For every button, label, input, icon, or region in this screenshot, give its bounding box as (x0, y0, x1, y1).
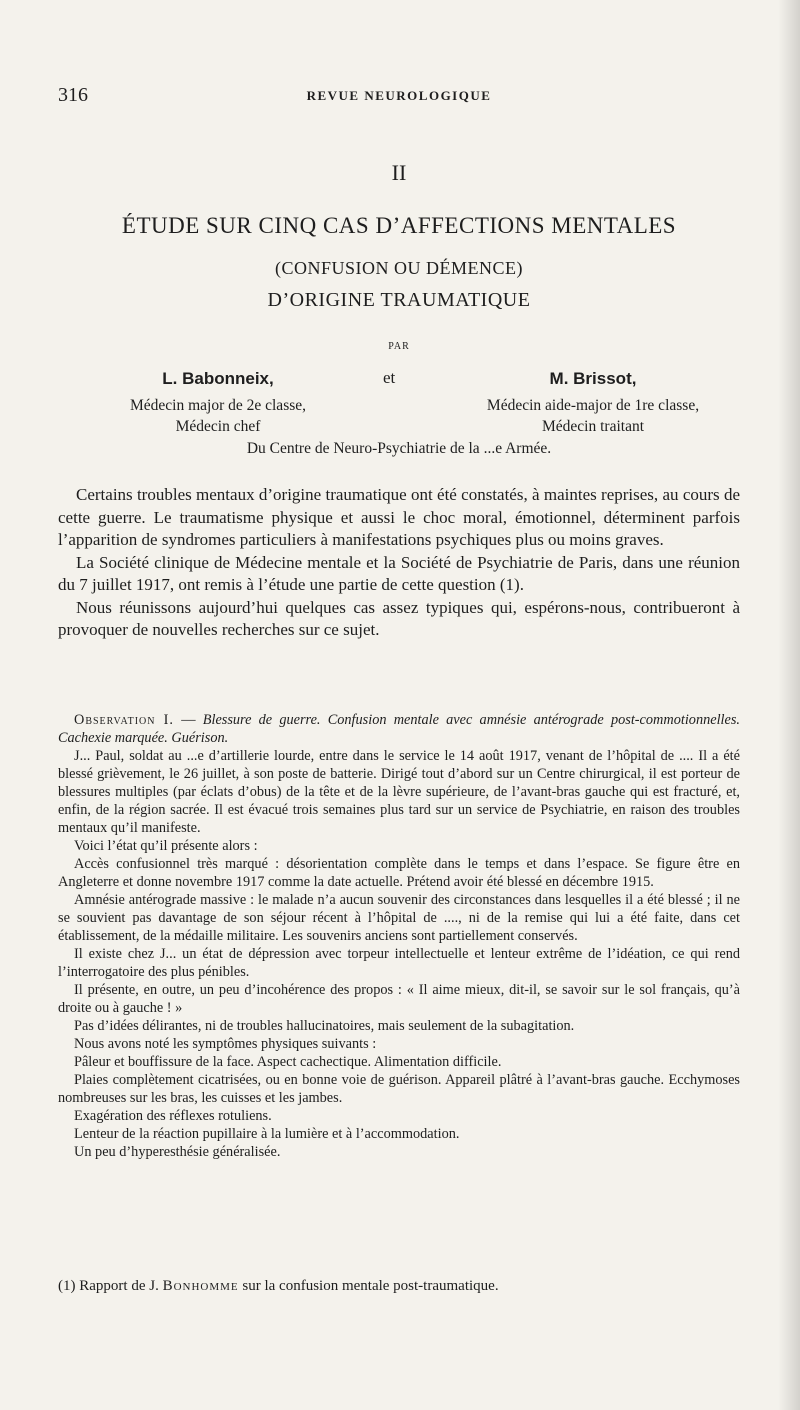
author-2-name: M. Brissot, (549, 369, 637, 388)
observation-label: Observation I. (74, 712, 175, 728)
page-edge-shadow (778, 0, 800, 1410)
authors (58, 368, 740, 438)
observation-paragraph: Lenteur de la réaction pupillaire à la lumière et à l’accommodation. (74, 1126, 460, 1142)
footnote-marker: (1) (58, 1278, 76, 1294)
page-header (58, 84, 740, 108)
observation-heading (58, 711, 740, 747)
observation-paragraph: Pas d’idées délirantes, ni de troubles hallucinatoires, mais seulement de la subagitation. (74, 1018, 575, 1034)
footnote-text-after: sur la confusion mentale post-traumatique. (238, 1278, 499, 1294)
author-1-role: Médecin chef (175, 418, 261, 435)
observation-paragraph: Un peu d’hyperesthésie généralisée. (74, 1144, 281, 1160)
author-2 (443, 368, 743, 437)
intro-paragraph: Certains troubles mentaux d’origine traumatique ont été constatés, à maintes reprises, au cours de cette guerre. Le traumatisme physique et aussi le choc moral, émotionnel, déterminent parfois l’apparition de syndromes particuliers à manifestations psychiques plus ou moins graves. (58, 485, 740, 549)
page-number: 316 (58, 84, 88, 106)
observation-paragraph: J... Paul, soldat au ...e d’artillerie lourde, entre dans le service le 14 août 1917, venant de l’hôpital de .... Il a été blessé grièvement, le 26 juillet, à son poste de batterie. Dirigé tout d’abord sur un Centre chirurgical, il est porteur de blessures multiples (par éclats d’obus) de la tête et de la lèvre supérieure, de l’avant-bras gauche qui est fracturé, et, enfin, de la région sacrée. Il est évacué trois semaines plus tard sur un service de Psychiatrie, en raison des troubles mentaux qu’il manifeste. (58, 748, 740, 836)
running-head: REVUE NEUROLOGIQUE (306, 88, 492, 103)
author-1 (98, 368, 338, 437)
article-title-origin: D’ORIGINE TRAUMATIQUE (267, 289, 531, 311)
footnote-text-before: Rapport de J. (75, 1278, 163, 1294)
author-2-rank: Médecin aide-major de 1re classe, (486, 397, 700, 414)
article-subtitle: (CONFUSION OU DÉMENCE) (275, 258, 523, 278)
observation-title: Blessure de guerre. Confusion mentale avec amnésie antérograde post-commotionnelles. Cachexie marquée. Guérison. (58, 712, 741, 746)
introduction (58, 484, 740, 642)
article-title: ÉTUDE SUR CINQ CAS D’AFFECTIONS MENTALES (121, 213, 677, 238)
observation-paragraph: Plaies complètement cicatrisées, ou en bonne voie de guérison. Appareil plâtré à l’avant-bras gauche. Ecchymoses nombreuses sur les bras, les cuisses et les jambes. (58, 1072, 740, 1106)
observation-dash: — (174, 712, 203, 728)
author-conjunction: et (383, 368, 396, 387)
observation-paragraph: Il existe chez J... un état de dépression avec torpeur intellectuelle et lenteur extrême de l’idéation, ce qui rend l’interrogatoire des plus pénibles. (58, 946, 740, 980)
observation-paragraph: Voici l’état qu’il présente alors : (74, 838, 258, 854)
observation-1 (58, 711, 740, 1161)
observation-paragraph: Accès confusionnel très marqué : désorientation complète dans le temps et dans l’espace. Se figure être en Angleterre et donne novembre 1917 comme la date actuelle. Prétend avoir été blessé en décembre 1915. (58, 856, 740, 890)
section-number: II (391, 160, 407, 185)
footnote-author: Bonhomme (162, 1278, 239, 1294)
observation-paragraph: Pâleur et bouffissure de la face. Aspect cachectique. Alimentation difficile. (74, 1054, 502, 1070)
observation-paragraph: Exagération des réflexes rotuliens. (74, 1108, 272, 1124)
intro-paragraph: La Société clinique de Médecine mentale et la Société de Psychiatrie de Paris, dans une réunion du 7 juillet 1917, ont remis à l’étude une partie de cette question (1). (58, 552, 740, 594)
observation-paragraph: Nous avons noté les symptômes physiques suivants : (74, 1036, 377, 1052)
affiliation: Du Centre de Neuro-Psychiatrie de la ...e Armée. (246, 440, 552, 457)
author-2-role: Médecin traitant (542, 418, 644, 435)
footnote (58, 1278, 740, 1295)
observation-paragraph: Amnésie antérograde massive : le malade n’a aucun souvenir des circonstances dans lesquelles il a été blessé ; il ne se souvient pas davantage de son séjour récent à l’hôpital de ...., ni de la remise qui lui a été faite, dans cet établissement, de la médaille militaire. Les souvenirs anciens sont partiellement conservés. (58, 892, 740, 944)
byline-par: PAR (388, 341, 410, 352)
intro-paragraph: Nous réunissons aujourd’hui quelques cas assez typiques qui, espérons-nous, contribueront à provoquer de nouvelles recherches sur ce sujet. (58, 597, 740, 639)
observation-paragraph: Il présente, en outre, un peu d’incohérence des propos : « Il aime mieux, dit-il, se savoir sur le sol français, qu’à droite ou à gauche ! » (58, 982, 740, 1016)
author-1-rank: Médecin major de 2e classe, (129, 397, 307, 414)
author-1-name: L. Babonneix, (162, 369, 274, 388)
